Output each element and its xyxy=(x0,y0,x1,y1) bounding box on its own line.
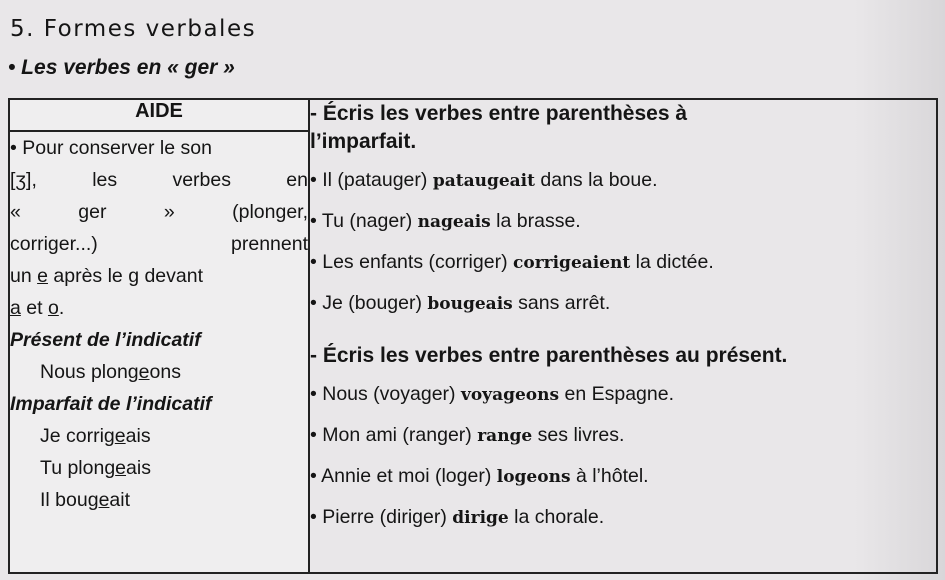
conjugation-example: Tu plongeais xyxy=(40,457,151,479)
exercise2-instruction: - Écris les verbes entre parenthèses au présent. xyxy=(310,344,788,367)
answer-verb: corrigeaient xyxy=(513,253,631,273)
exercise2-item: • Nous (voyager) voyageons en Espagne. xyxy=(310,383,674,405)
page-subtitle: • Les verbes en « ger » xyxy=(8,56,235,79)
aide-panel xyxy=(9,131,309,573)
page-title: 5. Formes verbales xyxy=(10,16,257,42)
answer-verb: dirige xyxy=(452,508,509,528)
answer-verb: voyageons xyxy=(460,385,560,405)
present-heading: Présent de l’indicatif xyxy=(10,329,201,351)
aide-rule-line: corriger...) prennent xyxy=(10,233,308,255)
answer-verb: pataugeait xyxy=(432,171,535,191)
imparfait-heading: Imparfait de l’indicatif xyxy=(10,393,212,415)
exercise1-item: • Je (bouger) bougeais sans arrêt. xyxy=(310,292,611,314)
aide-header: AIDE xyxy=(9,99,309,131)
exercise1-instruction-line2: l’imparfait. xyxy=(310,130,417,153)
exercise1-item: • Les enfants (corriger) corrigeaient la dictée. xyxy=(310,251,714,273)
exercise2-item: • Mon ami (ranger) range ses livres. xyxy=(310,424,625,446)
conjugation-example: Nous plongeons xyxy=(40,361,181,383)
aide-rule-line: • Pour conserver le son xyxy=(10,137,212,159)
answer-verb: bougeais xyxy=(427,294,513,314)
exercise1-instruction-line1: - Écris les verbes entre parenthèses à xyxy=(310,102,688,125)
aide-rule-line: « ger » (plonger, xyxy=(10,201,308,223)
aide-rule-line: un e après le g devant xyxy=(10,265,204,287)
exercise1-item: • Il (patauger) pataugeait dans la boue. xyxy=(310,169,658,191)
answer-verb: range xyxy=(477,426,533,446)
answer-verb: nageais xyxy=(417,212,491,232)
conjugation-example: Il bougeait xyxy=(40,489,131,511)
aide-rule-line: [ʒ], les verbes en xyxy=(10,169,308,191)
aide-rule-line: a et o. xyxy=(10,297,65,319)
lesson-table xyxy=(8,98,938,574)
exercise-column xyxy=(309,99,937,573)
exercise1-item: • Tu (nager) nageais la brasse. xyxy=(310,210,581,232)
exercise2-item: • Pierre (diriger) dirige la chorale. xyxy=(310,506,605,528)
conjugation-example: Je corrigeais xyxy=(40,425,151,447)
exercise2-item: • Annie et moi (loger) logeons à l’hôtel. xyxy=(310,465,649,487)
answer-verb: logeons xyxy=(496,467,571,487)
